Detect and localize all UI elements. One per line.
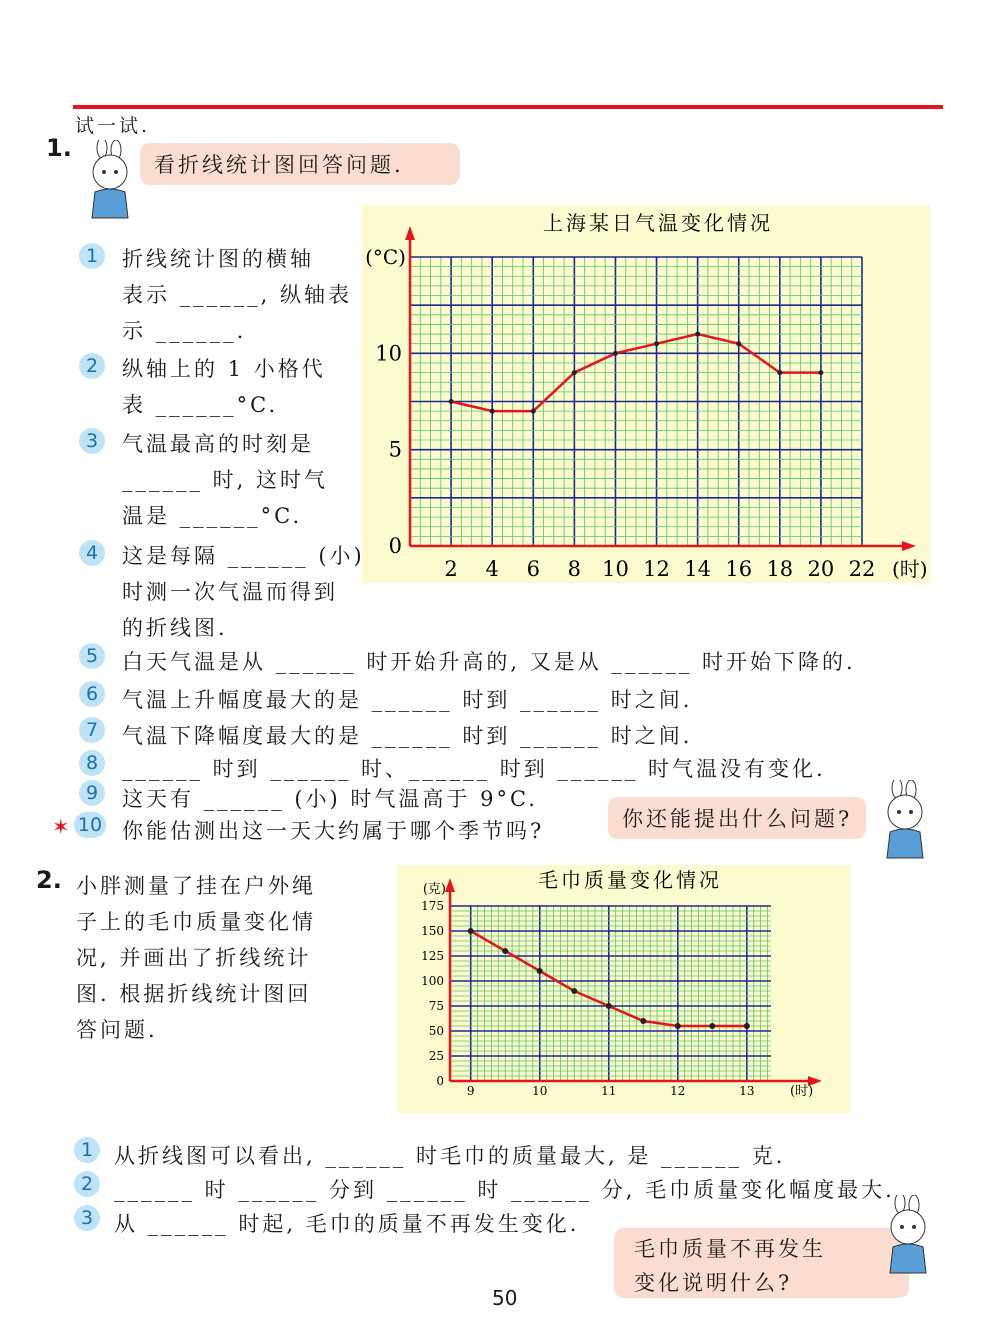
x-tick-label: 16 bbox=[725, 557, 753, 581]
bubble-line: 变化说明什么? bbox=[634, 1271, 793, 1295]
data-point bbox=[502, 948, 508, 954]
q1-item-number: 6 bbox=[79, 681, 105, 707]
q1-item-line: 纵轴上的 1 小格代 bbox=[122, 357, 326, 381]
q1-item-line: ______ 时, 这时气 bbox=[122, 468, 329, 492]
x-tick-label: 10 bbox=[532, 1084, 548, 1098]
data-point bbox=[468, 928, 474, 934]
q1-item-number: 10 bbox=[74, 812, 106, 838]
y-tick-label: 100 bbox=[421, 974, 444, 988]
q1-item-number: 2 bbox=[79, 353, 105, 379]
q1-item-line: 这是每隔 ______ (小) bbox=[122, 544, 365, 568]
q1-item-line: 表 ______°C. bbox=[122, 393, 279, 417]
chart-title: 上海某日气温变化情况 bbox=[543, 211, 773, 235]
data-point bbox=[490, 409, 495, 414]
data-point bbox=[537, 968, 543, 974]
q1-item-text: 气温上升幅度最大的是 ______ 时到 ______ 时之间. bbox=[122, 688, 693, 712]
q1-item-text: ______ 时到 ______ 时、______ 时到 ______ 时气温没有变化. bbox=[122, 757, 826, 781]
try-heading: 试一试. bbox=[75, 115, 151, 137]
q2-item-text: 从 ______ 时起, 毛巾的质量不再发生变化. bbox=[114, 1212, 580, 1236]
data-point bbox=[744, 1023, 750, 1029]
q1-item-line: 示 ______. bbox=[122, 319, 247, 343]
y-tick-label: 125 bbox=[421, 949, 444, 963]
y-tick-label: 25 bbox=[428, 1049, 444, 1063]
q1-item-line: 温是 ______°C. bbox=[122, 504, 303, 528]
data-point bbox=[777, 370, 782, 375]
q1-item-line: 折线统计图的横轴 bbox=[122, 247, 314, 271]
q2-item-number: 3 bbox=[74, 1205, 100, 1231]
y-tick-label: 75 bbox=[428, 999, 444, 1013]
data-point bbox=[531, 409, 536, 414]
instruction-bubble: 看折线统计图回答问题. bbox=[140, 143, 460, 185]
y-axis-label: (°C) bbox=[365, 245, 406, 269]
y-tick-label: 0 bbox=[388, 534, 402, 558]
q1-item-number: 4 bbox=[79, 540, 105, 566]
x-axis-label: (时) bbox=[892, 557, 928, 581]
y-tick-label: 5 bbox=[388, 437, 402, 462]
x-tick-label: 4 bbox=[485, 557, 499, 581]
q1-item-number: 8 bbox=[79, 750, 105, 776]
q2-line: 答问题. bbox=[76, 1018, 158, 1042]
x-tick-label: 6 bbox=[526, 557, 540, 581]
q2-item-text: 从折线图可以看出, ______ 时毛巾的质量最大, 是 ______ 克. bbox=[114, 1144, 786, 1168]
y-tick-label: 0 bbox=[436, 1074, 444, 1088]
q1-item-number: 3 bbox=[79, 428, 105, 454]
q1-item-number: 9 bbox=[79, 780, 105, 806]
data-point bbox=[675, 1023, 681, 1029]
q1-item-line: 气温最高的时刻是 bbox=[122, 432, 314, 456]
x-tick-label: 2 bbox=[444, 557, 458, 581]
y-tick-label: 175 bbox=[421, 899, 444, 913]
y-tick-label: 150 bbox=[421, 924, 444, 938]
question-2-number: 2. bbox=[36, 866, 62, 894]
data-point bbox=[736, 341, 741, 346]
data-point bbox=[613, 351, 618, 356]
q1-item-line: 表示 ______, 纵轴表 bbox=[122, 283, 353, 307]
x-tick-label: 13 bbox=[739, 1084, 755, 1098]
q1-item-text: 你能估测出这一天大约属于哪个季节吗? bbox=[122, 819, 545, 843]
y-axis-arrow-icon bbox=[405, 226, 415, 240]
challenge-star-icon: ✶ bbox=[52, 815, 73, 839]
x-axis-arrow-icon bbox=[902, 541, 916, 551]
q2-line: 况, 并画出了折线统计 bbox=[76, 946, 312, 970]
q1-item-number: 1 bbox=[79, 243, 105, 269]
x-tick-label: 18 bbox=[766, 557, 794, 581]
q2-item-number: 2 bbox=[74, 1171, 100, 1197]
q2-line: 图. 根据折线统计图回 bbox=[76, 982, 312, 1006]
x-tick-label: 12 bbox=[670, 1084, 686, 1098]
bubble-line: 毛巾质量不再发生 bbox=[634, 1237, 826, 1261]
x-tick-label: 8 bbox=[567, 557, 582, 581]
x-tick-label: 14 bbox=[684, 557, 712, 581]
q1-item-number: 5 bbox=[79, 643, 105, 669]
x-tick-label: 9 bbox=[466, 1084, 475, 1098]
x-axis-label: (时) bbox=[790, 1084, 814, 1099]
q1-item-text: 白天气温是从 ______ 时开始升高的, 又是从 ______ 时开始下降的. bbox=[122, 650, 856, 674]
question-1-number: 1. bbox=[46, 134, 72, 162]
q2-line: 子上的毛巾质量变化情 bbox=[76, 910, 316, 934]
y-axis-label: (克) bbox=[422, 882, 446, 897]
data-point bbox=[640, 1018, 646, 1024]
chart-title: 毛巾质量变化情况 bbox=[538, 868, 722, 892]
x-tick-label: 10 bbox=[602, 557, 629, 581]
more-questions-bubble: 你还能提出什么问题? bbox=[608, 797, 866, 839]
data-point bbox=[818, 370, 823, 375]
data-point bbox=[449, 399, 454, 404]
data-point bbox=[571, 988, 577, 994]
x-tick-label: 22 bbox=[848, 557, 876, 581]
x-tick-label: 12 bbox=[643, 557, 670, 581]
q2-line: 小胖测量了挂在户外绳 bbox=[76, 874, 316, 898]
y-axis-arrow-icon bbox=[445, 878, 455, 892]
q1-item-line: 时测一次气温而得到 bbox=[122, 580, 338, 604]
data-point bbox=[695, 332, 700, 337]
page-number: 50 bbox=[492, 1286, 518, 1310]
data-point bbox=[654, 341, 659, 346]
q2-item-number: 1 bbox=[74, 1137, 100, 1163]
data-point bbox=[572, 370, 577, 375]
data-point bbox=[709, 1023, 715, 1029]
q1-item-number: 7 bbox=[79, 717, 105, 743]
x-tick-label: 11 bbox=[601, 1084, 617, 1098]
q1-item-line: 的折线图. bbox=[122, 616, 228, 640]
data-point bbox=[606, 1003, 612, 1009]
q1-item-text: 气温下降幅度最大的是 ______ 时到 ______ 时之间. bbox=[122, 724, 693, 748]
y-tick-label: 10 bbox=[375, 341, 402, 366]
x-tick-label: 20 bbox=[807, 557, 835, 581]
q1-item-text: 这天有 ______ (小) 时气温高于 9°C. bbox=[122, 787, 538, 811]
y-tick-label: 50 bbox=[428, 1024, 444, 1038]
q2-item-text: ______ 时 ______ 分到 ______ 时 ______ 分, 毛巾质量变化幅度最大. bbox=[114, 1178, 895, 1202]
